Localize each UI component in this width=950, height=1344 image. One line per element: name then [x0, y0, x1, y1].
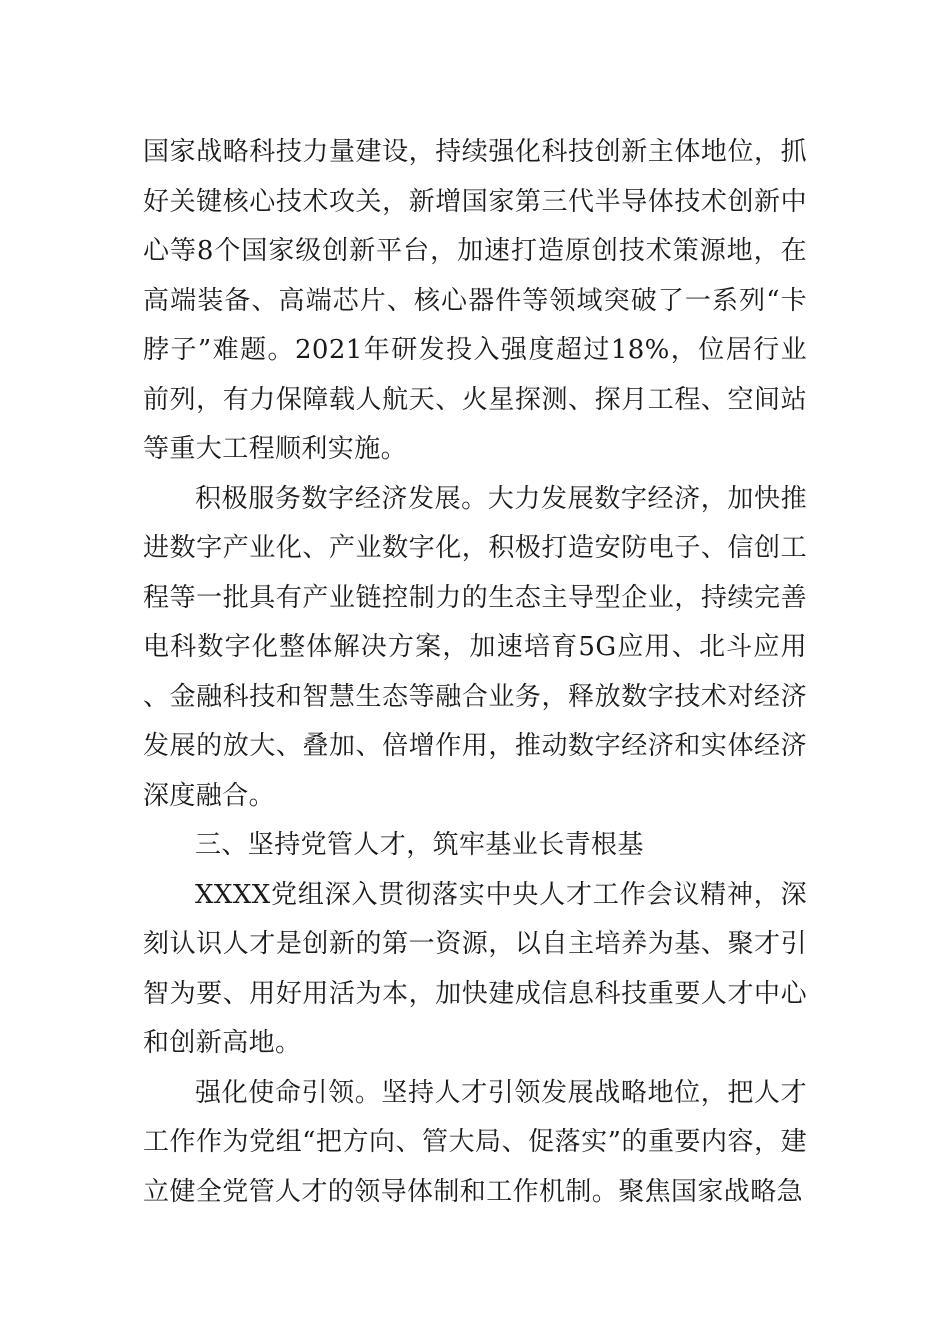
section-heading: 三、坚持党管人才，筑牢基业长青根基: [195, 830, 644, 860]
paragraph-digital-economy: 积极服务数字经济发展。大力发展数字经济，加快推进数字产业化、产业数字化，积极打造安防电子、信创工程等一批具有产业链控制力的生态主导型企业，持续完善电科数字化整体解决方案，加速培育5G应用、北斗应用、金融科技和智慧生态等融合业务，释放数字技术对经济发展的放大、叠加、倍增作用，推动数字经济和实体经济深度融合。: [143, 483, 807, 811]
paragraph-talent-overview: XXXX党组深入贯彻落实中央人才工作会议精神，深刻认识人才是创新的第一资源，以自主培养为基、聚才引智为要、用好用活为本，加快建成信息科技重要人才中心和创新高地。: [143, 879, 807, 1058]
document-body: [143, 128, 807, 1217]
paragraph-mission-guidance: 强化使命引领。坚持人才引领发展战略地位，把人才工作作为党组“把方向、管大局、促落实”的重要内容，建立健全党管人才的领导体制和工作机制。聚焦国家战略急: [143, 1077, 807, 1207]
paragraph-continuation: 国家战略科技力量建设，持续强化科技创新主体地位，抓好关键核心技术攻关，新增国家第三代半导体技术创新中心等8个国家级创新平台，加速打造原创技术策源地，在高端装备、高端芯片、核心器件等领域突破了一系列“卡脖子”难题。2021年研发投入强度超过18%，位居行业前列，有力保障载人航天、火星探测、探月工程、空间站等重大工程顺利实施。: [143, 137, 807, 464]
